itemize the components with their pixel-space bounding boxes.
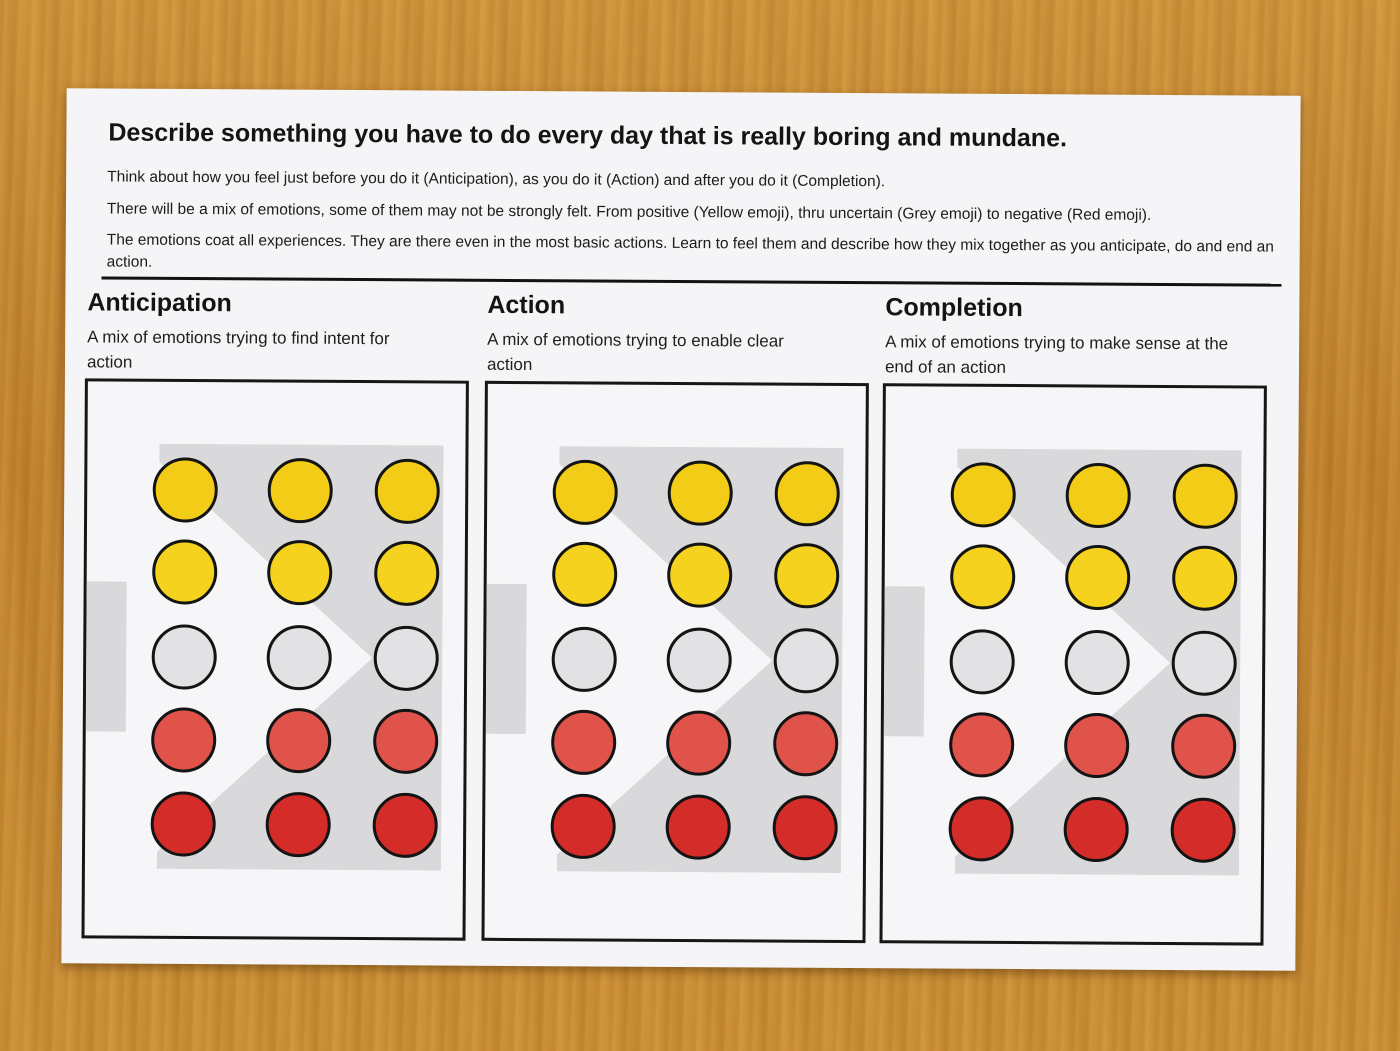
- emotion-circle-positive: [376, 542, 438, 604]
- emotion-circle-negative: [153, 709, 215, 771]
- emotion-circle-uncertain: [375, 627, 437, 689]
- column-description: A mix of emotions trying to make sense at the end of an action: [884, 332, 1229, 377]
- background-side-tab: [486, 584, 527, 734]
- column-title: Anticipation: [87, 288, 232, 318]
- instruction-2: There will be a mix of emotions, some of them may not be strongly felt. From positive (Yellow emoji), thru uncertain (Grey emoji) to negative (Red emoji).: [106, 200, 1152, 224]
- emotion-circle-positive: [1067, 464, 1129, 526]
- emotion-circle-positive: [1174, 547, 1236, 609]
- emotion-grid-completion: [882, 386, 1266, 945]
- emotion-circle-positive: [776, 545, 838, 607]
- background-side-tab: [884, 586, 925, 736]
- column-description: A mix of emotions trying to enable clear action: [486, 329, 784, 375]
- emotion-circle-negative: [950, 798, 1012, 860]
- emotion-grid-action: [484, 384, 868, 943]
- emotion-circle-negative: [152, 793, 214, 855]
- emotion-circle-uncertain: [951, 631, 1013, 693]
- emotion-circle-positive: [776, 463, 838, 525]
- emotion-circle-negative: [553, 711, 615, 773]
- emotion-circle-negative: [267, 793, 329, 855]
- emotion-circle-positive: [154, 459, 216, 521]
- emotion-circle-negative: [374, 794, 436, 856]
- column-description: A mix of emotions trying to find intent for action: [86, 327, 390, 372]
- emotion-circle-negative: [1172, 799, 1234, 861]
- emotion-circle-positive: [376, 460, 438, 522]
- emotion-circle-negative: [552, 795, 614, 857]
- emotion-circle-positive: [669, 544, 731, 606]
- worksheet-heading: Describe something you have to do every day that is really boring and mundane.: [108, 118, 1068, 153]
- emotion-circle-uncertain: [668, 629, 730, 691]
- emotion-circle-negative: [667, 796, 729, 858]
- emotion-panel-anticipation: [81, 378, 468, 940]
- emotion-circle-uncertain: [153, 626, 215, 688]
- emotion-circle-negative: [668, 712, 730, 774]
- emotion-circle-negative: [1065, 798, 1127, 860]
- emotion-circle-negative: [375, 710, 437, 772]
- column-completion: [883, 291, 1273, 377]
- column-action: [485, 289, 875, 375]
- emotion-circle-positive: [1067, 546, 1129, 608]
- column-title: Completion: [885, 293, 1023, 323]
- instruction-1: Think about how you feel just before you do it (Anticipation), as you do it (Action) and after you do it (Completion).: [107, 168, 886, 191]
- emotion-circle-positive: [952, 464, 1014, 526]
- emotion-circle-uncertain: [1066, 631, 1128, 693]
- worksheet-paper: [61, 88, 1300, 971]
- emotion-circle-positive: [952, 546, 1014, 608]
- emotion-circle-positive: [554, 543, 616, 605]
- emotion-circle-positive: [269, 459, 331, 521]
- emotion-circle-uncertain: [775, 630, 837, 692]
- emotion-circle-positive: [669, 462, 731, 524]
- emotion-panel-action: [481, 381, 868, 943]
- emotion-circle-positive: [1174, 465, 1236, 527]
- emotion-circle-uncertain: [1173, 632, 1235, 694]
- emotion-grid-anticipation: [84, 381, 468, 940]
- column-title: Action: [487, 290, 566, 320]
- emotion-circle-negative: [1172, 715, 1234, 777]
- emotion-panel-completion: [879, 383, 1266, 945]
- emotion-circle-negative: [775, 713, 837, 775]
- emotion-circle-negative: [1065, 714, 1127, 776]
- emotion-circle-negative: [774, 797, 836, 859]
- emotion-circle-uncertain: [553, 628, 615, 690]
- emotion-circle-positive: [154, 541, 216, 603]
- background-side-tab: [86, 581, 127, 731]
- instruction-3: The emotions coat all experiences. They are there even in the most basic actions. Learn to feel them and describe how they mix together as you anticipate, do and end an action.: [106, 231, 1275, 271]
- emotion-circle-negative: [951, 714, 1013, 776]
- emotion-circle-negative: [268, 709, 330, 771]
- emotion-circle-positive: [269, 541, 331, 603]
- emotion-circle-uncertain: [268, 626, 330, 688]
- column-anticipation: [85, 286, 475, 372]
- emotion-circle-positive: [554, 461, 616, 523]
